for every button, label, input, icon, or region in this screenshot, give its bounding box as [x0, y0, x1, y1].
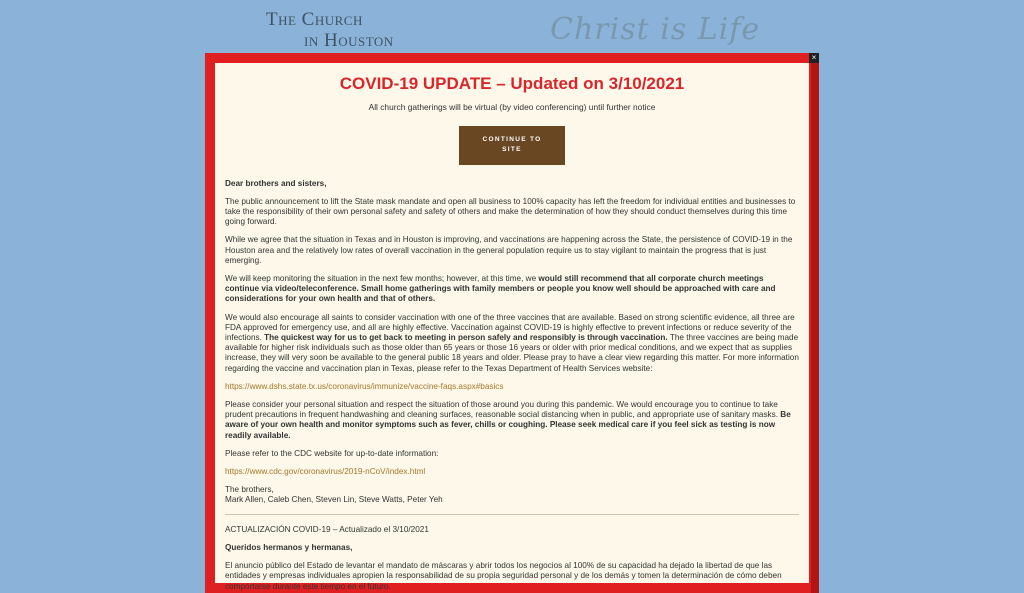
- paragraph-4-bold: The quickest way for us to get back to meeting in person safely and responsibly is through vaccination.: [264, 333, 668, 343]
- modal-subtitle: All church gatherings will be virtual (by video conferencing) until further notice: [368, 102, 656, 112]
- paragraph-5-bold: Be aware of your own health and monitor symptoms such as fever, chills or coughing. Please seek medical care if you feel sick as testing is now readily available.: [225, 410, 791, 440]
- signature: [225, 485, 799, 505]
- paragraph-3-text: We will keep monitoring the situation in the next few months; however, at this time, we: [225, 274, 539, 284]
- paragraph-5: [225, 400, 799, 441]
- signers: Mark Allen, Caleb Chen, Steven Lin, Steve Watts, Peter Yeh: [225, 495, 443, 505]
- paragraph-3: [225, 274, 799, 305]
- paragraph-4: [225, 313, 799, 374]
- logo-line-2: in Houston: [304, 30, 394, 51]
- close-icon[interactable]: ×: [809, 53, 819, 63]
- paragraph-6: Please refer to the CDC website for up-to-date information:: [225, 448, 439, 458]
- logo-line-1: The Church: [266, 9, 363, 30]
- paragraph-4-text-c: The three vaccines are being made available for higher risk individuals such as those older than 65 years or those 16 years or older with prior medical conditions, and we expect that as supplies increase, they will very soon be available to the general public 18 years and older. Please pray to have a clear view regarding this matter. For more information regarding the vaccine and vaccination plan in Texas, please refer to the Texas Department of Health Services website:: [225, 333, 799, 373]
- paragraph-3-bold: would still recommend that all corporate church meetings continue via video/teleconference. Small home gatherings with family members or people you know well should be approached with care and considerations for your own health and that of others.: [225, 274, 776, 304]
- church-logo[interactable]: [266, 9, 394, 51]
- divider: [225, 514, 799, 515]
- signoff: The brothers,: [225, 485, 274, 495]
- spanish-paragraph-1: El anuncio público del Estado de levantar el mandato de máscaras y abrir todos los negocios al 100% de su capacidad ha dejado la libertad de que las entidades y empresas individuales apropien la responsabilidad de su propia seguridad personal y de los demás y tomen la determinación de cómo deben comportarse durante este tiempo en el futuro.: [225, 561, 782, 591]
- paragraph-2: While we agree that the situation in Texas and in Houston is improving, and vaccinations are happening across the State, the persistence of COVID-19 in the Houston area and the relatively low rates of overall vaccination in the general population require us to stay vigilant to maintain the progress that is just emerging.: [225, 235, 793, 265]
- paragraph-1: The public announcement to lift the State mask mandate and open all business to 100% capacity has left the freedom for individual entities and businesses to take the responsibility of their own personal safety and safety of others and make the determination of how they should conduct themselves during this time going forward.: [225, 196, 796, 227]
- continue-to-site-button[interactable]: CONTINUE TO SITE: [459, 126, 565, 164]
- modal-body: [225, 179, 799, 592]
- paragraph-5-text: Please consider your personal situation and respect the situation of those around you during this pandemic. We would encourage you to continue to take prudent precautions in frequent handwashing and cleaning surfaces, reasonable social distancing when in public, and appropriate use of sanitary masks.: [225, 400, 781, 420]
- cdc-link[interactable]: https://www.cdc.gov/coronavirus/2019-nCoV/index.html: [225, 467, 426, 477]
- spanish-heading: ACTUALIZACIÓN COVID-19 – Actualizado el 3/10/2021: [225, 524, 429, 534]
- paragraph-4-text-a: We would also encourage all saints to consider vaccination with one of the three vaccines that are available. Based on strong scientific evidence, all three are FDA approved for emergency use, and all are highly effective. Vaccination against COVID-19 is highly effective to prevent infections or reduce severity of the infections.: [225, 312, 795, 343]
- covid-update-modal: [215, 63, 809, 591]
- modal-title: COVID-19 UPDATE – Updated on 3/10/2021: [339, 74, 685, 93]
- spanish-greeting: Queridos hermanos y hermanas,: [225, 542, 353, 552]
- site-header: [0, 0, 1024, 60]
- dshs-vaccine-link[interactable]: https://www.dshs.state.tx.us/coronavirus/immunize/vaccine-faqs.aspx#basics: [225, 381, 504, 391]
- tagline: Christ is Life: [550, 12, 761, 47]
- greeting: Dear brothers and sisters,: [225, 178, 327, 188]
